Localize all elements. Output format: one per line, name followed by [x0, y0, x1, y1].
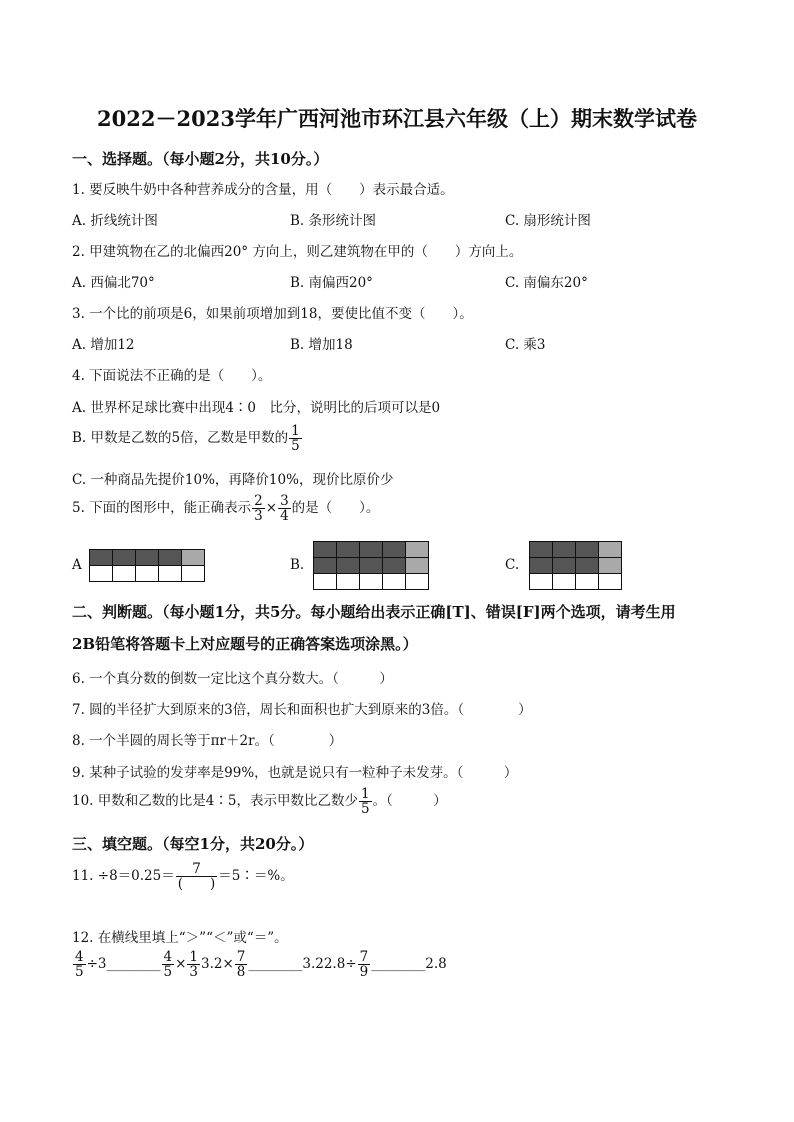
q4-option-c: C. 一种商品先提价10%，再降价10%，现价比原价少	[72, 472, 394, 488]
question-6: 6. 一个真分数的倒数一定比这个真分数大。（ ）	[72, 671, 393, 687]
fraction-denominator: 8	[236, 964, 246, 981]
grid-cell	[575, 573, 599, 590]
grid-cell	[529, 541, 553, 558]
grid-cell	[359, 557, 383, 574]
fraction-denominator: 4	[280, 508, 289, 525]
grid-cell	[575, 557, 599, 574]
question-5	[72, 494, 379, 523]
q2-option-c: C. 南偏东20°	[505, 275, 588, 291]
fraction-numerator: 3	[280, 493, 289, 509]
fraction	[235, 950, 248, 979]
grid-cell	[405, 557, 429, 574]
grid-cell	[336, 573, 360, 590]
q2-option-b: B. 南偏西20°	[290, 275, 373, 291]
question-9: 9. 某种子试验的发芽率是99%，也就是说只有一粒种子未发芽。（ ）	[72, 765, 518, 781]
question-8: 8. 一个半圆的周长等于πr＋2r。（ ）	[72, 733, 343, 749]
q4-option-a: A. 世界杯足球比赛中出现4∶0 比分，说明比的后项可以是0	[72, 400, 441, 416]
expression-text: ________3.22.8÷	[248, 956, 357, 973]
fraction-denominator: 5	[291, 438, 300, 455]
q5-text-pre: 5. 下面的图形中，能正确表示	[72, 500, 252, 517]
grid-cell	[135, 549, 159, 566]
question-11	[72, 862, 294, 891]
question-12-expressions	[72, 950, 447, 979]
grid-cell	[382, 557, 406, 574]
fraction	[187, 950, 200, 979]
grid-cell	[89, 565, 113, 582]
q3-option-a: A. 增加12	[72, 337, 135, 353]
grid-cell	[359, 573, 383, 590]
fraction-numerator: 4	[75, 949, 84, 965]
fraction-numerator: 7	[236, 949, 246, 965]
q1-option-c: C. 扇形统计图	[505, 213, 591, 229]
grid-cell	[552, 541, 576, 558]
grid-cell	[382, 573, 406, 590]
grid-cell	[552, 573, 576, 590]
grid-cell	[313, 541, 337, 558]
fraction	[359, 787, 372, 816]
fraction-numerator: 1	[291, 423, 300, 439]
page-title: 2022－2023学年广西河池市环江县六年级（上）期末数学试卷	[97, 106, 697, 131]
q5-option-c: C.	[505, 557, 520, 573]
grid-cell	[552, 557, 576, 574]
question-2: 2. 甲建筑物在乙的北偏西20° 方向上，则乙建筑物在甲的（ ）方向上。	[72, 244, 523, 260]
grid-cell	[382, 541, 406, 558]
grid-cell	[313, 557, 337, 574]
question-3: 3. 一个比的前项是6，如果前项增加到18，要使比值不变（ ）。	[72, 306, 473, 322]
grid-cell	[529, 557, 553, 574]
fraction-denominator: 3	[189, 964, 198, 981]
q11-text-pre: 11. ÷8＝0.25＝	[72, 868, 175, 885]
grid-cell	[405, 541, 429, 558]
grid-cell	[89, 549, 113, 566]
fraction-denominator: 9	[359, 964, 369, 981]
grid-cell	[336, 541, 360, 558]
grid-cell	[529, 573, 553, 590]
fraction	[289, 424, 302, 453]
fraction	[252, 494, 265, 523]
times-sign: ×	[265, 500, 278, 517]
section-2-heading-line2: 2B铅笔将答题卡上对应题号的正确答案选项涂黑。）	[72, 635, 418, 653]
grid-cell	[598, 541, 622, 558]
times-sign: ×	[175, 956, 187, 973]
fraction	[73, 950, 86, 979]
grid-cell	[135, 565, 159, 582]
question-1: 1. 要反映牛奶中各种营养成分的含量，用（ ）表示最合适。	[72, 182, 454, 198]
grid-cell	[598, 557, 622, 574]
grid-cell	[181, 549, 205, 566]
question-7: 7. 圆的半径扩大到原来的3倍，周长和面积也扩大到原来的3倍。（ ）	[72, 702, 532, 718]
q5-figure-b	[313, 541, 429, 589]
q4-option-b-text: B. 甲数是乙数的5倍，乙数是甲数的	[72, 430, 289, 447]
q2-option-a: A. 西偏北70°	[72, 275, 155, 291]
fraction-numerator: 2	[254, 493, 263, 509]
question-4: 4. 下面说法不正确的是（ ）。	[72, 368, 272, 384]
fraction-numerator: 4	[163, 949, 173, 965]
grid-cell	[405, 573, 429, 590]
q5-option-a: A	[72, 557, 82, 573]
fraction	[358, 950, 371, 979]
q1-option-a: A. 折线统计图	[72, 213, 158, 229]
q3-option-c: C. 乘3	[505, 337, 546, 353]
grid-cell	[575, 541, 599, 558]
fraction-denominator: 3	[254, 508, 263, 525]
section-2-heading-line1: 二、判断题。（每小题1分，共5分。每小题给出表示正确[T]、错误[F]两个选项，请考生用	[72, 603, 676, 621]
expression-text: 3.2×	[201, 956, 234, 973]
q5-text-post: 的是（ ）。	[291, 500, 380, 517]
question-10	[72, 787, 447, 816]
fraction-numerator: 1	[189, 949, 198, 965]
q4-option-b	[72, 424, 303, 453]
expression-text: ÷3________	[86, 956, 161, 973]
question-12: 12. 在横线里填上“＞”“＜”或“＝”。	[72, 930, 288, 946]
q11-text-post: ＝5∶＝%。	[218, 868, 294, 885]
q5-figure-c	[529, 541, 623, 589]
grid-cell	[336, 557, 360, 574]
fraction	[176, 862, 218, 891]
fraction-denominator: 5	[360, 801, 370, 818]
fraction-denominator: 5	[75, 964, 84, 981]
fraction	[278, 494, 291, 523]
fraction-numerator: 7	[176, 862, 218, 877]
fraction-numerator: 7	[359, 949, 369, 965]
grid-cell	[181, 565, 205, 582]
section-1-heading: 一、选择题。（每小题2分，共10分。）	[72, 150, 329, 168]
q3-option-b: B. 增加18	[290, 337, 353, 353]
section-3-heading: 三、填空题。（每空1分，共20分。）	[72, 835, 314, 853]
grid-cell	[313, 573, 337, 590]
expression-text: ________2.8	[371, 956, 447, 973]
grid-cell	[158, 549, 182, 566]
grid-cell	[158, 565, 182, 582]
q10-text-post: 。（ ）	[372, 793, 447, 810]
grid-cell	[598, 573, 622, 590]
fraction	[162, 950, 175, 979]
q1-option-b: B. 条形统计图	[290, 213, 377, 229]
fraction-denominator: 5	[163, 964, 173, 981]
q5-figure-a	[89, 549, 205, 581]
q10-text-pre: 10. 甲数和乙数的比是4∶5，表示甲数比乙数少	[72, 793, 358, 810]
q5-option-b: B.	[290, 557, 305, 573]
grid-cell	[359, 541, 383, 558]
fraction-denominator: ( )	[177, 876, 216, 893]
grid-cell	[112, 549, 136, 566]
grid-cell	[112, 565, 136, 582]
fraction-numerator: 1	[360, 786, 370, 802]
